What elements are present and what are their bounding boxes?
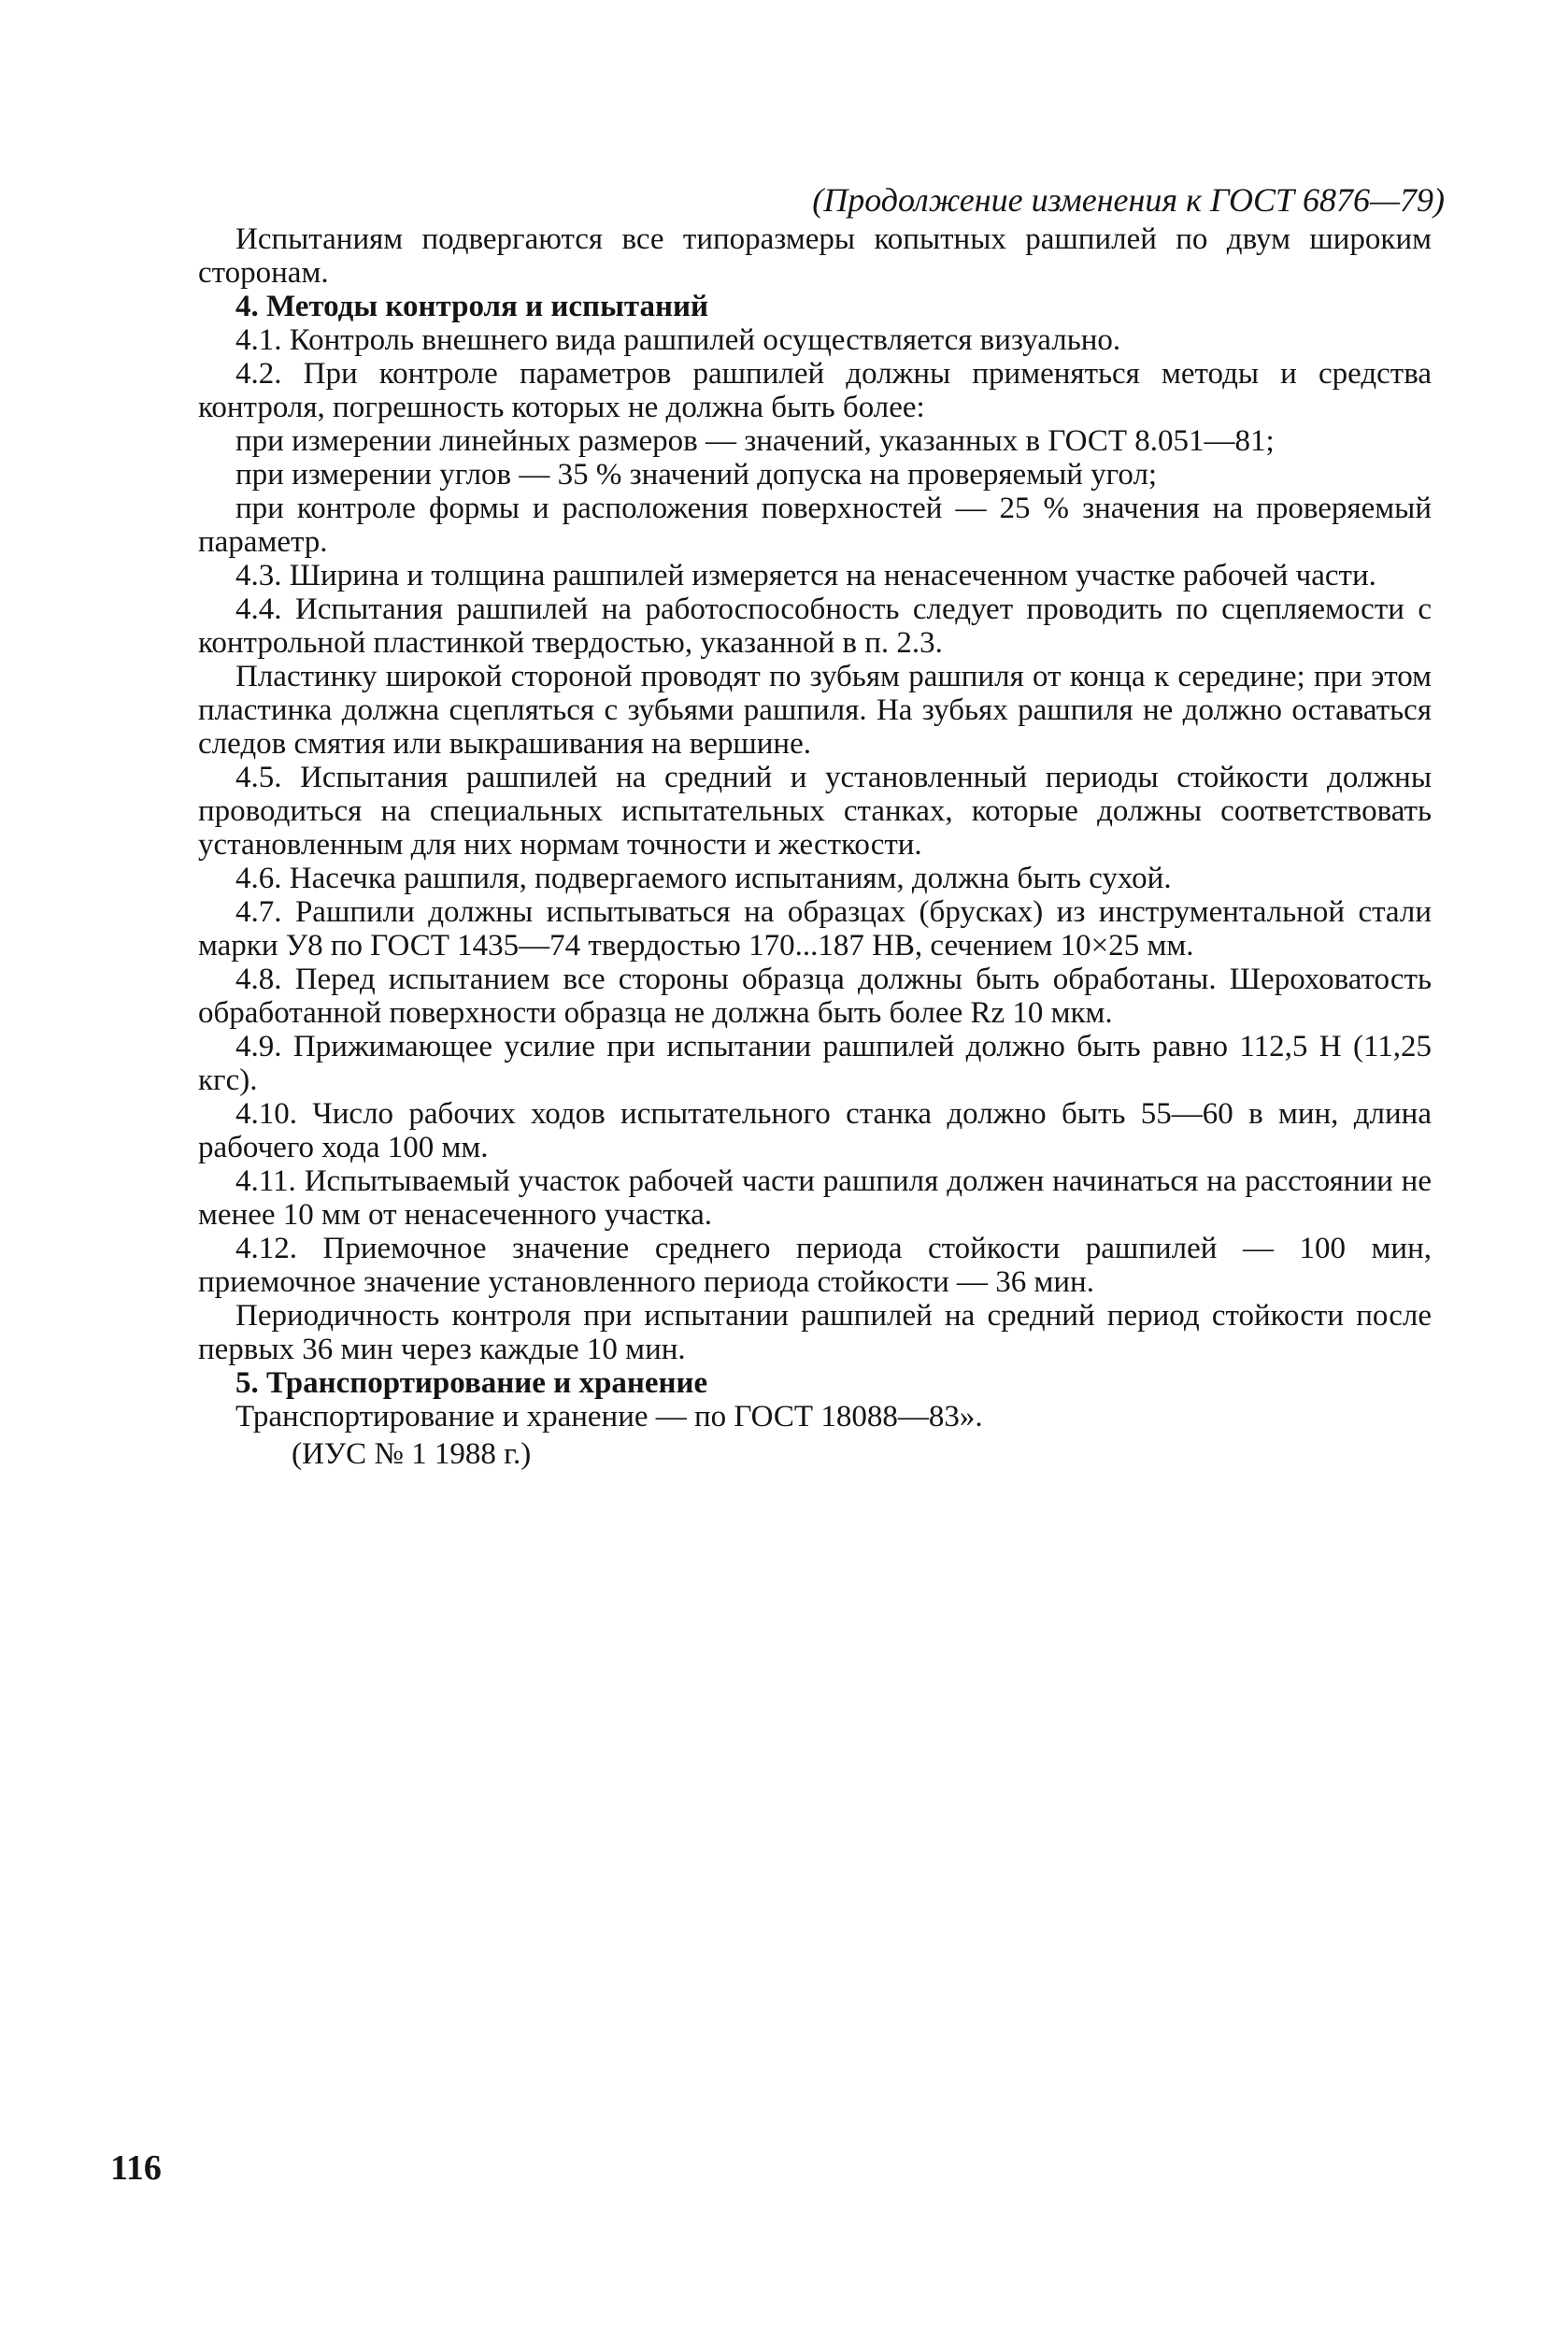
paragraph-4-2-form: при контроле формы и расположения поверхностей — 25 % значения на проверяемый параметр. [198,492,1432,559]
source-reference: (ИУС № 1 1988 г.) [292,1437,532,1471]
page-header: (Продолжение изменения к ГОСТ 6876—79) [812,181,1445,219]
paragraph-4-3: 4.3. Ширина и толщина рашпилей измеряется на ненасеченном участке рабочей части. [235,559,1376,592]
paragraph-4-8: 4.8. Перед испытанием все стороны образца должны быть обработаны. Шероховатость обработанной поверхности образца не должна быть более Rz 10 мкм. [198,963,1432,1030]
paragraph-intro: Испытаниям подвергаются все типоразмеры копытных рашпилей по двум широким сторонам. [198,222,1432,290]
paragraph-4-10: 4.10. Число рабочих ходов испытательного станка должно быть 55—60 в мин, длина рабочего хода 100 мм. [198,1097,1432,1164]
paragraph-4-2-linear: при измерении линейных размеров — значений, указанных в ГОСТ 8.051—81; [235,424,1275,458]
paragraph-4-5: 4.5. Испытания рашпилей на средний и установленный периоды стойкости должны проводиться на специальных испытательных станках, которые должны соответствовать установленным для них нормам точности и жесткости. [198,761,1432,862]
page-number: 116 [110,2148,162,2188]
paragraph-4-2-angles: при измерении углов — 35 % значений допуска на проверяемый угол; [235,458,1158,492]
paragraph-4-4-plate: Пластинку широкой стороной проводят по зубьям рашпиля от конца к середине; при этом пластинка должна сцепляться с зубьями рашпиля. На зубьях рашпиля не должно оставаться следов смятия или выкрашивания на вершине. [198,660,1432,761]
paragraph-4-12: 4.12. Приемочное значение среднего периода стойкости рашпилей — 100 мин, приемочное значение установленного периода стойкости — 36 мин. [198,1232,1432,1299]
text-block [198,181,1445,1471]
paragraph-4-6: 4.6. Насечка рашпиля, подвергаемого испытаниям, должна быть сухой. [235,862,1172,895]
paragraph-4-4: 4.4. Испытания рашпилей на работоспособность следует проводить по сцепляемости с контрольной пластинкой твердостью, указанной в п. 2.3. [198,592,1432,660]
paragraph-4-11: 4.11. Испытываемый участок рабочей части рашпиля должен начинаться на расстоянии не менее 10 мм от ненасеченного участка. [198,1164,1432,1232]
paragraph-4-7: 4.7. Рашпили должны испытываться на образцах (брусках) из инструментальной стали марки У8 по ГОСТ 1435—74 твердостью 170...187 НВ, сечением 10×25 мм. [198,895,1432,963]
paragraph-4-1: 4.1. Контроль внешнего вида рашпилей осуществляется визуально. [235,323,1121,357]
paragraph-periodicity: Периодичность контроля при испытании рашпилей на средний период стойкости после первых 36 мин через каждые 10 мин. [198,1299,1432,1366]
paragraph-4-9: 4.9. Прижимающее усилие при испытании рашпилей должно быть равно 112,5 Н (11,25 кгс). [198,1030,1432,1097]
section-heading-4: 4. Методы контроля и испытаний [235,290,708,323]
paragraph-4-2: 4.2. При контроле параметров рашпилей должны применяться методы и средства контроля, погрешность которых не должна быть более: [198,357,1432,424]
paragraph-transport: Транспортирование и хранение — по ГОСТ 18088—83». [235,1400,983,1434]
section-heading-5: 5. Транспортирование и хранение [235,1366,708,1400]
